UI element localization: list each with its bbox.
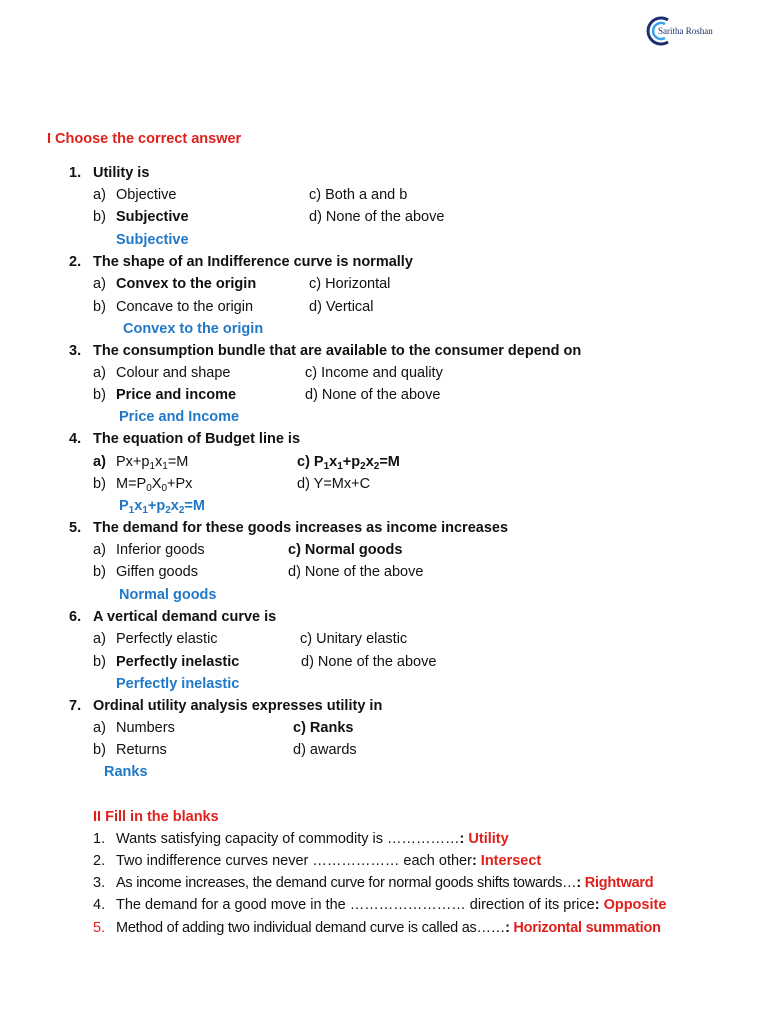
option-c: c) Both a and b (309, 187, 408, 203)
blank-text: Wants satisfying capacity of commodity is ……………: Utility (116, 831, 509, 847)
option-a-label: a) (93, 276, 106, 292)
question-number: 2. (69, 254, 82, 270)
option-a-label: a) (93, 454, 106, 470)
question-text: The equation of Budget line is (93, 431, 301, 447)
option-b: Price and income (116, 387, 237, 403)
option-b-label: b) (93, 209, 106, 225)
option-b: Giffen goods (116, 564, 198, 580)
blank-text: Method of adding two individual demand curve is called as……: Horizontal summation (116, 920, 661, 936)
option-c: c) Horizontal (309, 276, 391, 292)
question-number: 7. (69, 698, 82, 714)
logo-text: Saritha Roshan (658, 26, 713, 36)
blank-answer: Horizontal summation (513, 920, 661, 936)
blank-number: 5. (93, 920, 106, 936)
answer-text: Normal goods (119, 587, 217, 603)
blank-text: The demand for a good move in the …………………… direction of its price: Opposite (116, 897, 667, 913)
option-b-label: b) (93, 387, 106, 403)
option-a: Colour and shape (116, 365, 231, 381)
question-number: 1. (69, 165, 82, 181)
option-d: d) None of the above (305, 387, 441, 403)
option-b-label: b) (93, 742, 106, 758)
question-text: A vertical demand curve is (93, 609, 277, 625)
answer-text: Perfectly inelastic (116, 676, 240, 692)
option-a-label: a) (93, 187, 106, 203)
option-d: d) None of the above (301, 654, 437, 670)
option-b: Returns (116, 742, 167, 758)
option-b: Subjective (116, 209, 189, 225)
answer-text: $P_1x_1+p_2x_2=M$ (119, 498, 205, 516)
option-c: c) Ranks (293, 720, 354, 736)
blank-text: As income increases, the demand curve for normal goods shifts towards…: Rightward (116, 875, 654, 891)
option-a: $Px+p_1x_1=M$ (116, 454, 189, 472)
question-text: The demand for these goods increases as income increases (93, 520, 509, 536)
blank-answer: Rightward (584, 875, 654, 891)
blank-number: 1. (93, 831, 106, 847)
option-c: c) Income and quality (305, 365, 443, 381)
question-text: Ordinal utility analysis expresses utility in (93, 698, 383, 714)
question-text: The shape of an Indifference curve is normally (93, 254, 413, 270)
question-number: 4. (69, 431, 82, 447)
option-a: Perfectly elastic (116, 631, 218, 647)
answer-text: Ranks (104, 764, 148, 780)
blank-text: Two indifference curves never ……………… each other: Intersect (116, 853, 542, 869)
option-a: Numbers (116, 720, 175, 736)
option-a: Objective (116, 187, 177, 203)
option-b: $M=P_0X_0+Px$ (116, 476, 193, 494)
option-b: Perfectly inelastic (116, 654, 240, 670)
blank-number: 2. (93, 853, 106, 869)
question-number: 5. (69, 520, 82, 536)
option-a-label: a) (93, 542, 106, 558)
question-number: 6. (69, 609, 82, 625)
blank-number: 4. (93, 897, 106, 913)
option-c: c) Unitary elastic (300, 631, 408, 647)
option-c: c) $P_1x_1+p_2x_2=M$ (297, 454, 400, 472)
blank-answer: Intersect (480, 853, 542, 869)
option-d: d) Y=Mx+C (297, 476, 371, 492)
answer-text: Convex to the origin (123, 321, 264, 337)
answer-text: Price and Income (119, 409, 240, 425)
section-title-fill-blanks: II Fill in the blanks (93, 809, 219, 825)
answer-text: Subjective (116, 232, 189, 248)
blank-answer: Utility (468, 831, 509, 847)
option-d: d) None of the above (288, 564, 424, 580)
option-a-label: a) (93, 631, 106, 647)
option-b-label: b) (93, 299, 106, 315)
option-b-label: b) (93, 564, 106, 580)
option-b: Concave to the origin (116, 299, 254, 315)
option-a: Convex to the origin (116, 276, 257, 292)
question-text: Utility is (93, 165, 150, 181)
section-title-choose: I Choose the correct answer (47, 131, 242, 147)
blank-number: 3. (93, 875, 106, 891)
question-text: The consumption bundle that are available to the consumer depend on (93, 343, 582, 359)
option-d: d) None of the above (309, 209, 445, 225)
option-d: d) Vertical (309, 299, 374, 315)
option-a: Inferior goods (116, 542, 205, 558)
question-number: 3. (69, 343, 82, 359)
option-c: c) Normal goods (288, 542, 403, 558)
option-a-label: a) (93, 720, 106, 736)
option-d: d) awards (293, 742, 357, 758)
blank-answer: Opposite (603, 897, 667, 913)
option-a-label: a) (93, 365, 106, 381)
option-b-label: b) (93, 476, 106, 492)
option-b-label: b) (93, 654, 106, 670)
